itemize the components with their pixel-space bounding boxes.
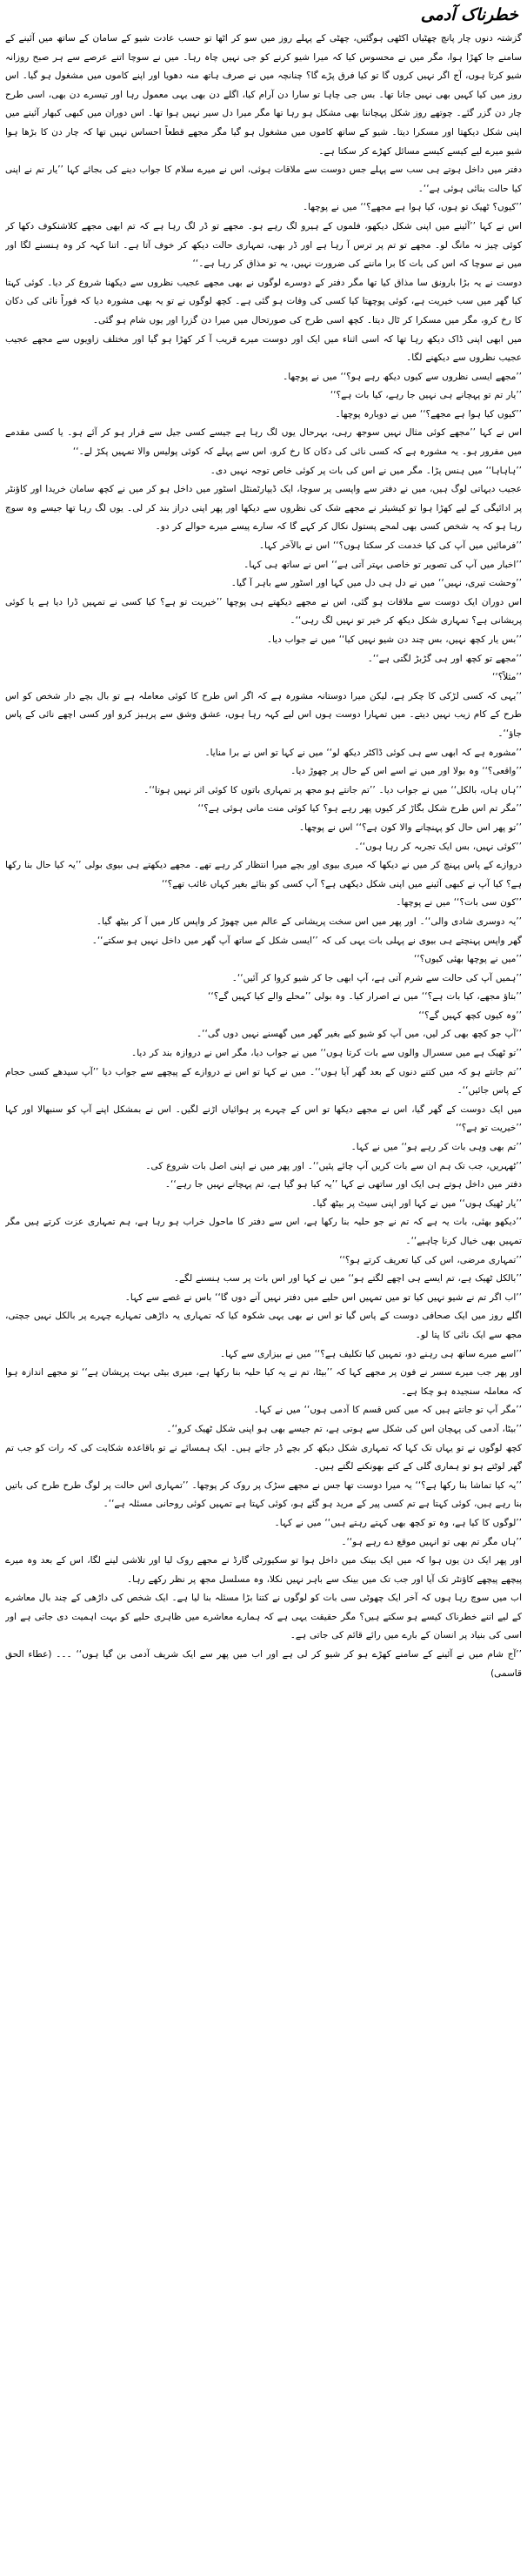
article-paragraph: ’’ہاں مگر تم بھی تو انہیں موقع دے رہے ہو‘‘۔ [341, 1536, 522, 1547]
article-paragraph: دروازے کے پاس پہنچ کر میں نے دیکھا کہ میری بیوی اور بچے میرا انتظار کر رہے تھے۔ مجھے دیکھتے ہی بیوی بولی ’’یہ کیا حال بنا رکھا ہے؟ کیا آپ نے کبھی آئینے میں اپنی شکل دیکھی ہے؟ آپ کسی کو بتائے بغیر کہاں غائب تھے؟‘‘ [5, 860, 522, 889]
article-body [5, 30, 522, 1683]
article-paragraph: ’’لوگوں کا کیا ہے، وہ تو کچھ بھی کہتے رہتے ہیں‘‘ میں نے کہا۔ [274, 1517, 522, 1528]
article-paragraph: ’’تم جانتے ہو کہ میں کتنے دنوں کے بعد گھر آیا ہوں‘‘۔ میں نے کہا تو اس نے دروازے کے پیچھے سے جواب دیا ’’آپ سیدھے کسی حجام کے پاس جائیں‘‘۔ [5, 1066, 522, 1097]
article-paragraph: ’’آج شام میں نے آئینے کے سامنے کھڑے ہو کر شیو کر لی ہے اور اب میں پھر سے ایک شریف آدمی بن گیا ہوں‘‘ ۔۔۔ (عطاء الحق قاسمی) [5, 1649, 522, 1679]
article-paragraph: ’’اب اگر تم نے شیو نہیں کیا تو میں تمہیں اس حلیے میں دفتر نہیں آنے دوں گا‘‘ باس نے غصے سے کہا۔ [124, 1291, 522, 1303]
article-headline: خطرناک آدمی [420, 5, 518, 24]
article-paragraph: ’’مگر تم اس طرح شکل بگاڑ کر کیوں پھر رہے ہو؟ کیا کوئی منت مانی ہوئی ہے؟‘‘ [197, 803, 522, 815]
article-paragraph: ’’بس یار کچھ نہیں، بس چند دن شیو نہیں کیا‘‘ میں نے جواب دیا۔ [266, 634, 522, 645]
article-paragraph: ’’یہی کہ کسی لڑکی کا چکر ہے، لیکن میرا دوستانہ مشورہ ہے کہ اگر اس طرح کا کوئی معاملہ ہے تو بال بچے دار شخص کو اس طرح کے کام زیب نہیں دیتے۔ میں تمہارا دوست ہوں اس لیے کہہ رہا ہوں، عشق وشق سے پرہیز کرو اور کسی اچھے نائی کے پاس جاؤ‘‘۔ [5, 690, 522, 739]
article-paragraph: ’’مشورہ ہے کہ ابھی سے ہی کوئی ڈاکٹر دیکھ لو‘‘ میں نے کہا تو اس نے برا منایا۔ [204, 747, 522, 758]
article-paragraph: ’’ہاہاہا‘‘ میں ہنس پڑا۔ مگر میں نے اس کی بات پر کوئی خاص توجہ نہیں دی۔ [210, 465, 522, 476]
article-paragraph: ’’یار تم تو پہچانے ہی نہیں جا رہے، کیا بات ہے؟‘‘ [330, 390, 522, 401]
article-paragraph: گزشتہ دنوں چار پانچ چھٹیاں اکٹھی ہوگئیں، چھٹی کے پہلے روز میں سو کر اٹھا تو حسب عادت شیو کے سامان کے ساتھ میں آئینے کے سامنے جا کھڑا ہوا، مگر میں نے محسوس کیا کہ میرا شیو کرنے کو جی نہیں چاہ رہا۔ میں نے سوچا اتنے عرصے سے ہر صبح روزانہ شیو کرتا ہوں، آج اگر نہیں کروں گا تو کیا فرق پڑے گا؟ چنانچہ میں نے صرف ہاتھ منہ دھویا اور اپنے کاموں میں مشغول ہو گیا۔ اس روز میں کیا کہیں بھی نہیں جانا تھا۔ بس جی چاہا تو سارا دن آرام کیا، اگلے دن بھی یہی معمول رہا اور تیسرے دن بھی، اسی طرح چار دن گزر گئے۔ چوتھے روز شکل پہچاننا بھی مشکل ہو رہا تھا مگر میرا دل سیر نہیں ہوا تھا۔ اس دوران میں کبھی کبھار آئینے میں اپنی شکل دیکھتا اور مسکرا دیتا۔ شیو کے ساتھ کاموں میں مشغول ہو گیا مگر مجھے قطعاً احساس نہیں تھا کہ چار دن کا بڑھا ہوا شیو میرے لیے کیسے کیسے مسائل کھڑے کر سکتا ہے۔ [5, 33, 522, 157]
article-paragraph: دفتر میں داخل ہوتے ہی ایک اور ساتھی نے کہا ’’یہ کیا ہو گیا ہے، تم پہچانے نہیں جا رہے‘‘۔ [164, 1179, 522, 1191]
article-paragraph: ’’ہمیں آپ کی حالت سے شرم آتی ہے، آپ ابھی جا کر شیو کروا کر آئیں‘‘۔ [231, 972, 522, 983]
article-paragraph: ’’بالکل ٹھیک ہے، تم ایسے ہی اچھے لگتے ہو‘‘ میں نے کہا اور اس بات پر سب ہنسنے لگے۔ [173, 1273, 522, 1285]
article-paragraph: اس نے کہا ’’مجھے کوئی مثال نہیں سوجھ رہی، بہرحال یوں لگ رہا ہے جیسے کسی جیل سے فرار ہو کر آئے ہو۔ یا کسی مقدمے میں مفرور ہو۔ یہ مشورہ ہے کہ کسی نائی کی دکان کا رخ کرو، اس سے پہلے کہ کوئی پولیس والا تمہیں پکڑ لے۔‘‘ [5, 427, 522, 458]
article-paragraph: ’’وہ کیوں کچھ کہیں گے؟‘‘ [418, 1010, 522, 1021]
article-paragraph: اور پھر ایک دن یوں ہوا کہ میں ایک بینک میں داخل ہوا تو سکیورٹی گارڈ نے مجھے روک لیا اور تلاشی لینے لگا، اس کے بعد وہ میرے پیچھے پیچھے کاؤنٹر تک آیا اور جب تک میں بینک سے باہر نہیں نکلا، وہ مسلسل مجھ پر نظر رکھے رہا۔ [5, 1555, 522, 1585]
article-paragraph: اور پھر جب میرے سسر نے فون پر مجھے کہا کہ ’’بیٹا، تم نے یہ کیا حلیہ بنا رکھا ہے، میری بیٹی بہت پریشان ہے‘‘ تو مجھے اندازہ ہوا کہ معاملہ سنجیدہ ہو چکا ہے۔ [5, 1367, 522, 1397]
article-paragraph: ’’بتاؤ مجھے، کیا بات ہے؟‘‘ میں نے اصرار کیا۔ وہ بولی ’’محلے والے کیا کہیں گے؟‘‘ [208, 991, 522, 1003]
article-paragraph: میں ایک دوست کے گھر گیا، اس نے مجھے دیکھا تو اس کے چہرے پر ہوائیاں اڑنے لگیں۔ اس نے بمشکل اپنے آپ کو سنبھالا اور کہا ’’خیریت تو ہے؟‘‘ [5, 1104, 522, 1134]
article-paragraph: دوست نے یہ بڑا بارونق سا مذاق کیا تھا مگر دفتر کے دوسرے لوگوں نے بھی مجھے عجیب نظروں سے دیکھنا شروع کر دیا۔ کوئی کہتا کیا گھر میں سب خیریت ہے، کوئی پوچھتا کیا کسی کی وفات ہو گئی ہے۔ کچھ لوگوں نے تو یہ بھی مشورہ دیا کہ فوراً نائی کی دکان کا رخ کرو، مگر میں مسکرا کر ٹال دیتا۔ کچھ اسی طرح کی صورتحال میں میرا دن گزرا اور یوں شام ہو گئی۔ [5, 277, 522, 325]
article-paragraph: ’’یار ٹھیک ہوں‘‘ میں نے کہا اور اپنی سیٹ پر بیٹھ گیا۔ [311, 1197, 522, 1209]
article-paragraph: کچھ لوگوں نے تو یہاں تک کہا کہ تمہاری شکل دیکھ کر بچے ڈر جاتے ہیں۔ ایک ہمسائے نے تو باقاعدہ شکایت کی کہ رات کو جب تم گھر لوٹتے ہو تو ہماری گلی کے کتے بھونکنے لگتے ہیں۔ [5, 1442, 522, 1472]
article-paragraph: اب میں سوچ رہا ہوں کہ آخر ایک چھوٹی سی بات کو لوگوں نے کتنا بڑا مسئلہ بنا لیا ہے۔ ایک شخص کی داڑھی کے چند بال معاشرے کے لیے اتنے خطرناک کیسے ہو سکتے ہیں؟ مگر حقیقت یہی ہے کہ ہمارے معاشرے میں ظاہری حلیے کو بہت اہمیت دی جاتی ہے اور اسی کی بنیاد پر انسان کے بارے میں رائے قائم کی جاتی ہے۔ [5, 1593, 522, 1641]
article-paragraph: ’’میں نے پوچھا بھئی کیوں؟‘‘ [414, 954, 522, 965]
article-paragraph: اس نے کہا ’’آئینے میں اپنی شکل دیکھو، فلموں کے ہیرو لگ رہے ہو۔ مجھے تو ڈر لگ رہا ہے کہ تم ابھی مجھے کلاشنکوف دکھا کر کوئی چیز نہ مانگ لو۔ مجھے تو تم پر ترس آ رہا ہے اور ڈر بھی، تمہاری حالت دیکھ کر خوف آتا ہے۔ اتنا کہہ کر وہ ہنسنے لگا اور میں نے سوچا کہ اس کی بات کا برا ماننے کی ضرورت نہیں، یہ تو مذاق کر رہا ہے۔‘‘ [5, 220, 522, 270]
article-paragraph: ’’اخبار میں آپ کی تصویر تو خاصی بہتر آتی ہے‘‘ اس نے ساتھ ہی کہا۔ [243, 559, 522, 570]
article-paragraph: ’’یہ کیا تماشا بنا رکھا ہے؟‘‘ یہ میرا دوست تھا جس نے مجھے سڑک پر روک کر پوچھا۔ ’’تمہاری اس حالت پر لوگ طرح طرح کی باتیں بنا رہے ہیں، کوئی کہتا ہے تم کسی پیر کے مرید ہو گئے ہو، کوئی کہتا ہے تمہیں کوئی روحانی مسئلہ ہے‘‘۔ [5, 1479, 522, 1510]
article-paragraph: ’’مثلاً؟‘‘ [492, 672, 522, 683]
article-paragraph: ’’ٹھہریں، جب تک ہم ان سے بات کریں آپ چائے پئیں‘‘۔ اور پھر میں نے اپنی اصل بات شروع کی۔ [145, 1160, 522, 1171]
article-paragraph: ’’مجھے ایسی نظروں سے کیوں دیکھ رہے ہو؟‘‘ میں نے پوچھا۔ [283, 371, 522, 382]
article-paragraph: اس دوران ایک دوست سے ملاقات ہو گئی، اس نے مجھے دیکھتے ہی پوچھا ’’خیریت تو ہے؟ کیا کسی نے تمہیں ڈرا دیا ہے یا کوئی پریشانی ہے؟ تمہاری شکل دیکھ کر خیر تو نہیں لگ رہی‘‘۔ [5, 596, 522, 627]
article-paragraph: ’’فرمائیں میں آپ کی کیا خدمت کر سکتا ہوں؟‘‘ اس نے بالآخر کہا۔ [258, 540, 522, 552]
article-paragraph: میں ابھی اپنی ڈاک دیکھ رہا تھا کہ اسی اثناء میں ایک اور دوست میرے قریب آ کر کھڑا ہو گیا اور مختلف زاویوں سے مجھے عجیب عجیب نظروں سے دیکھنے لگا۔ [5, 333, 522, 364]
article-paragraph: ’’واقعی؟‘‘ وہ بولا اور میں نے اسے اس کے حال پر چھوڑ دیا۔ [290, 766, 522, 777]
article-paragraph: ’’مجھے تو کچھ اور ہی گڑبڑ لگتی ہے‘‘۔ [367, 653, 522, 664]
article-paragraph: ’’تو ٹھیک ہے میں سسرال والوں سے بات کرتا ہوں‘‘ میں نے جواب دیا، مگر اس نے دروازہ بند کر دیا۔ [131, 1048, 522, 1059]
article-paragraph: ’’کیوں؟ ٹھیک تو ہوں، کیا ہوا ہے مجھے؟‘‘ میں نے پوچھا۔ [303, 202, 522, 213]
article-paragraph: دفتر میں داخل ہوتے ہی سب سے پہلے جس دوست سے ملاقات ہوئی، اس نے میرے سلام کا جواب دینے کی بجائے کہا ’’یار تم نے اپنی کیا حالت بنائی ہوئی ہے‘‘۔ [5, 164, 522, 194]
article-paragraph: ’’وحشت تیری، نہیں‘‘ میں نے دل ہی دل میں کہا اور اسٹور سے باہر آ گیا۔ [230, 578, 522, 589]
article-paragraph: ’’مگر آپ تو جانتے ہیں کہ میں کس قسم کا آدمی ہوں‘‘ میں نے کہا۔ [253, 1405, 522, 1416]
article-paragraph: ’’کیوں کیا ہوا ہے مجھے؟‘‘ میں نے دوبارہ پوچھا۔ [335, 408, 522, 419]
article-paragraph: ’’کون سی بات؟‘‘ میں نے پوچھا۔ [396, 897, 522, 909]
article-paragraph: ’’کوئی نہیں، بس ایک تجربہ کر رہا ہوں‘‘۔ [354, 841, 522, 852]
article-paragraph: ’’تم بھی وہی بات کر رہے ہو‘‘ میں نے کہا۔ [350, 1142, 522, 1153]
article-paragraph: ’’دیکھو بھئی، بات یہ ہے کہ تم نے جو حلیہ بنا رکھا ہے، اس سے دفتر کا ماحول خراب ہو رہا ہے، ہم تمہاری عزت کرتے ہیں مگر تمہیں بھی خیال کرنا چاہیے‘‘۔ [5, 1217, 522, 1246]
article-paragraph: ’’اسے میرے ساتھ ہی رہنے دو، تمہیں کیا تکلیف ہے؟‘‘ میں نے بیزاری سے کہا۔ [219, 1348, 522, 1359]
article-paragraph: ’’یہ دوسری شادی والی‘‘۔ اور پھر میں اس سخت پریشانی کے عالم میں چھوڑ کر واپس کار میں آ کر بیٹھ گیا۔ [96, 916, 522, 927]
article-paragraph: ’’تو پھر اس حال کو پہنچانے والا کون ہے؟‘‘ اس نے پوچھا۔ [298, 822, 522, 833]
article-paragraph: ’’بیٹا، آدمی کی پہچان اس کی شکل سے ہوتی ہے، تم جیسے بھی ہو اپنی شکل ٹھیک کرو‘‘۔ [166, 1423, 522, 1434]
article-paragraph: گھر واپس پہنچتے ہی بیوی نے پہلی بات یہی کی کہ ’’ایسی شکل کے ساتھ آپ گھر میں داخل نہیں ہو سکتے‘‘۔ [91, 935, 522, 946]
article-paragraph: ’’ہاں ہاں، بالکل‘‘ میں نے جواب دیا۔ ’’تم جانتے ہو مجھ پر تمہاری باتوں کا کوئی اثر نہیں ہوتا‘‘۔ [143, 784, 522, 795]
article-paragraph: عجیب دیہاتی لوگ ہیں، میں نے دفتر سے واپسی پر سوچا، ایک ڈیپارٹمنٹل اسٹور میں داخل ہو کر میں نے کچھ سامان خریدا اور کاؤنٹر پر ادائیگی کے لیے کھڑا ہوا تو کیشیئر نے مجھے شک کی نظروں سے دیکھا اور پھر اپنی دراز بند کر لی۔ یوں لگ رہا تھا جیسے وہ سوچ رہا ہو کہ یہ شخص کسی بھی لمحے پستول نکال کر کہے گا کہ سارے پیسے میرے حوالے کر دو۔ [5, 484, 522, 533]
article-paragraph: ’’تمہاری مرضی، اس کی کیا تعریف کرتے ہو؟‘‘ [339, 1254, 522, 1265]
article-paragraph: ’’آپ جو کچھ بھی کر لیں، میں آپ کو شیو کیے بغیر گھر میں گھسنے نہیں دوں گی‘‘۔ [197, 1029, 522, 1040]
article-paragraph: اگلے روز میں ایک صحافی دوست کے پاس گیا تو اس نے بھی یہی شکوہ کیا کہ تمہاری یہ داڑھی تمہارے چہرے پر بالکل نہیں جچتی، مجھ سے ایک نائی کا پتا لو۔ [5, 1311, 522, 1340]
